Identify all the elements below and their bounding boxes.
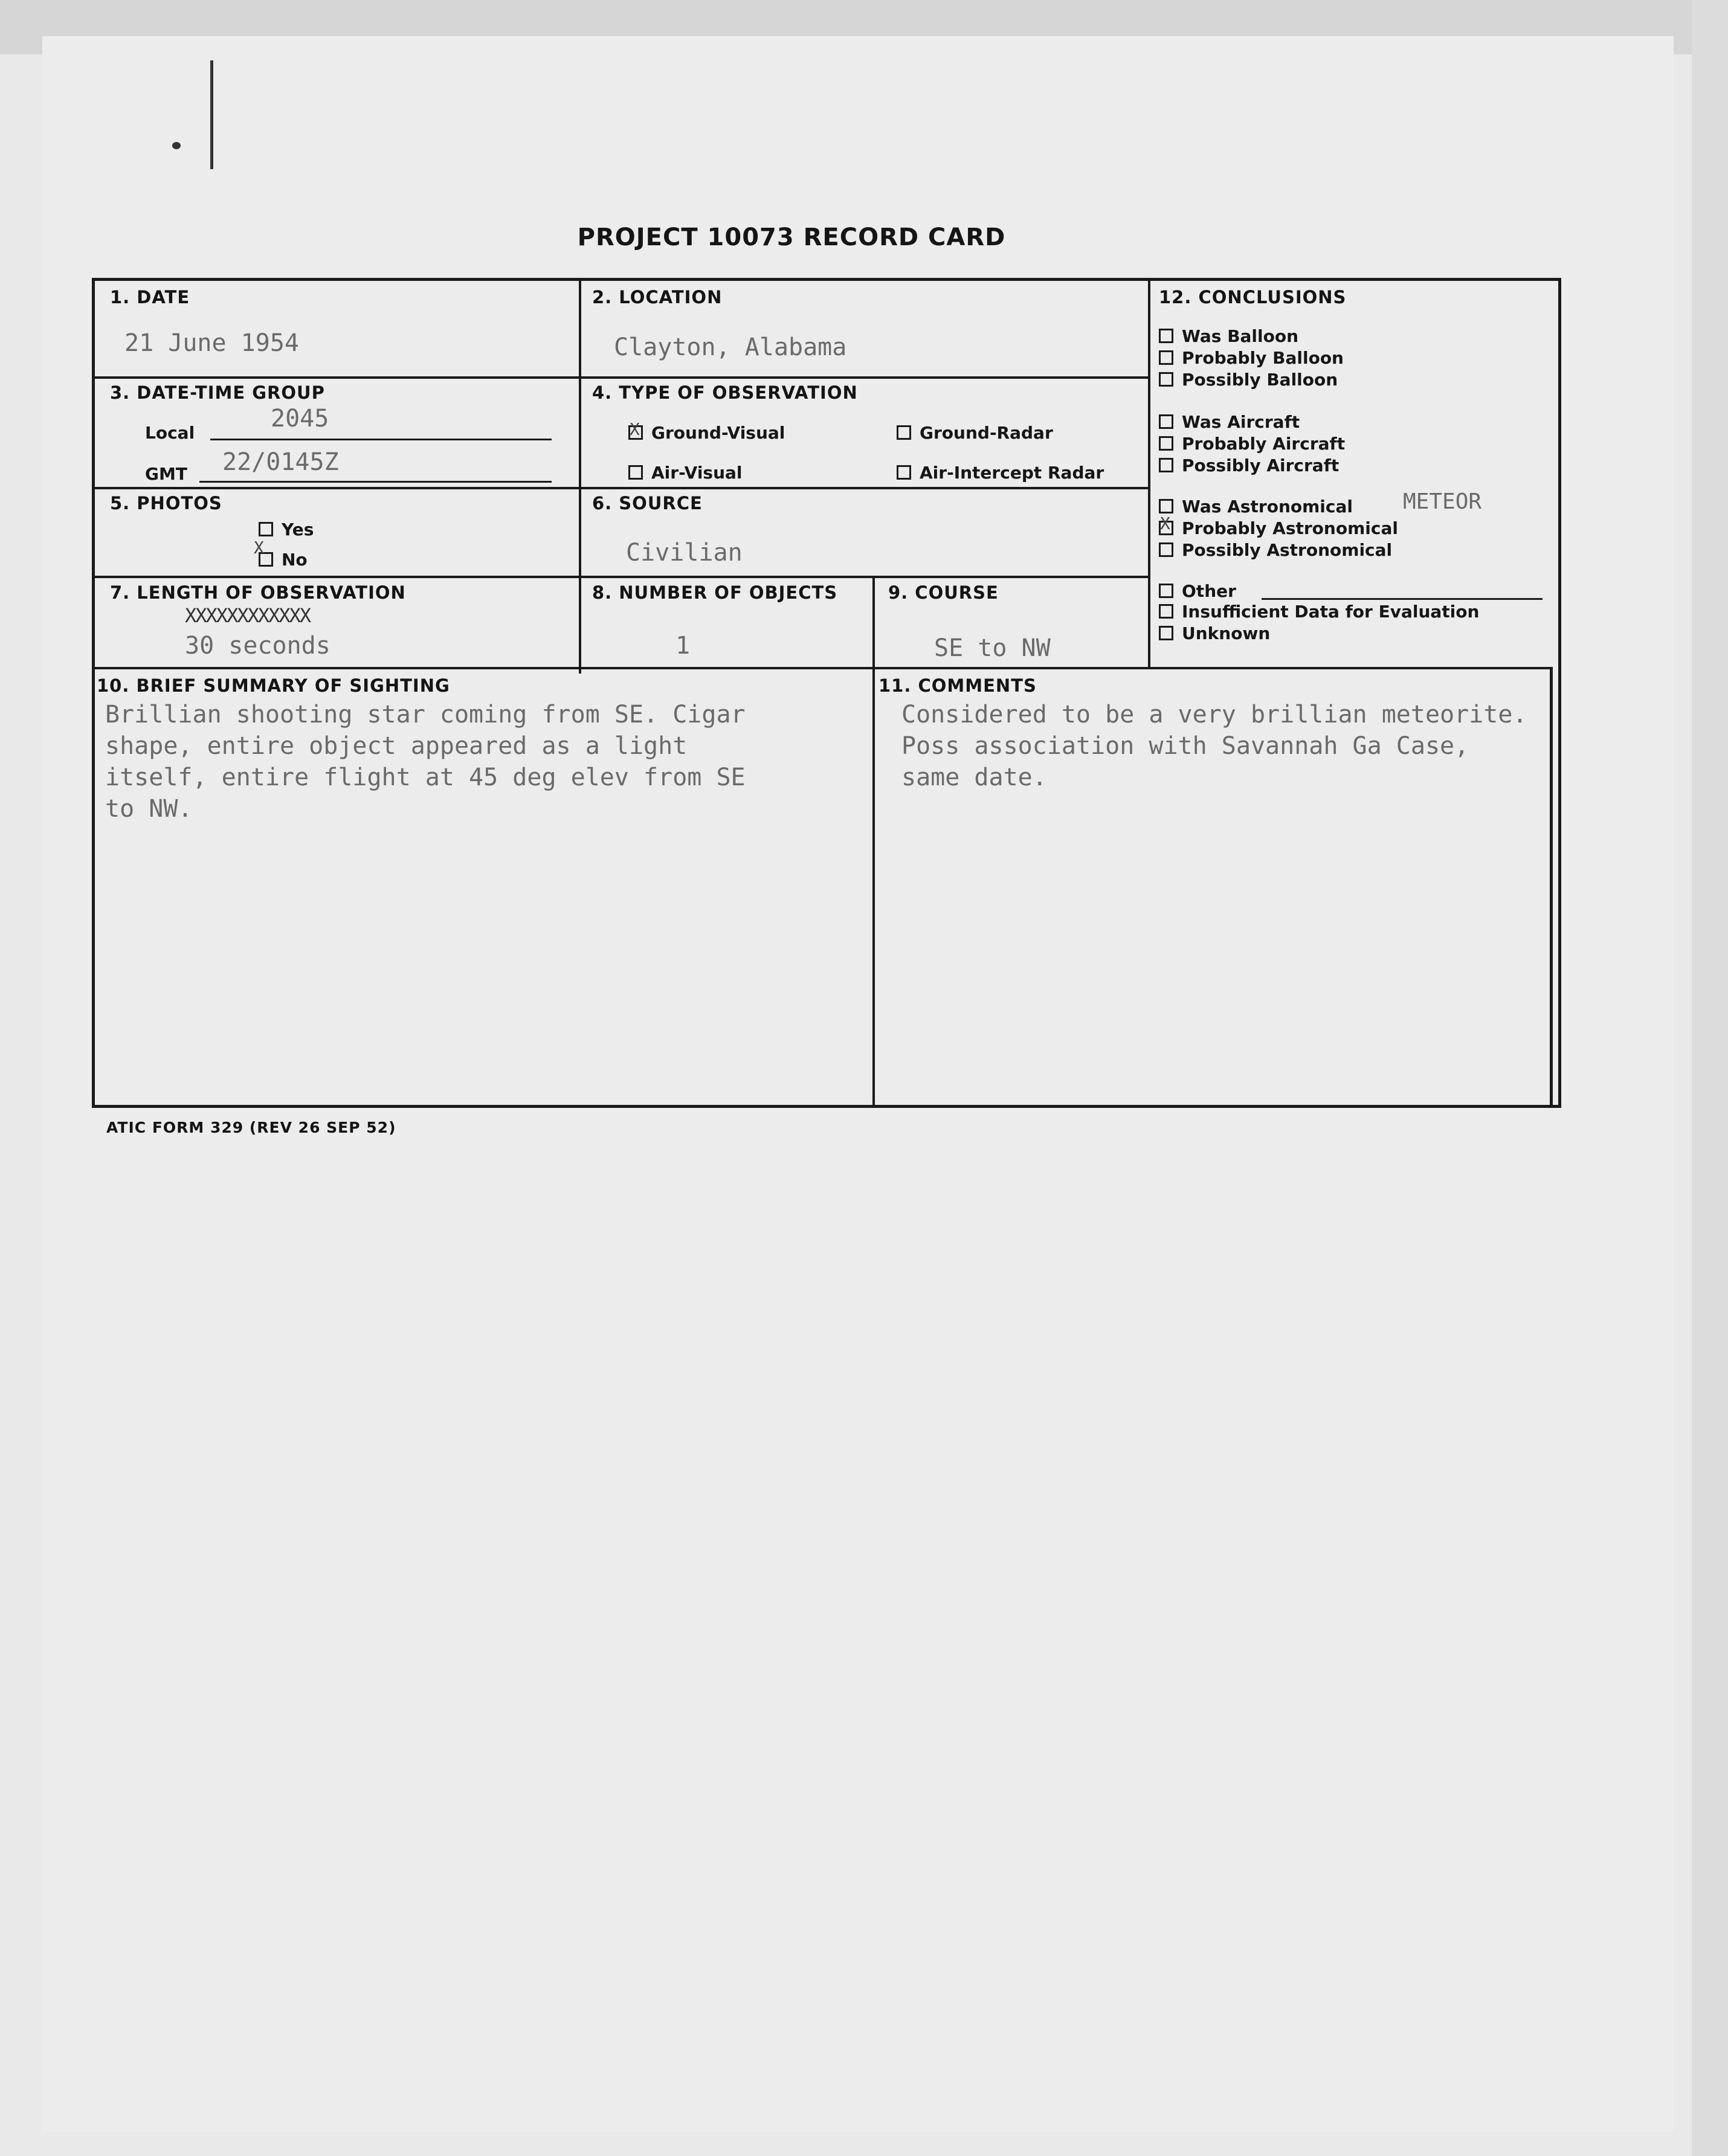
dtg-label: 3. DATE-TIME GROUP	[110, 382, 325, 403]
comments-line: Poss association with Savannah Ga Case,	[901, 732, 1469, 760]
date-label: 1. DATE	[110, 287, 190, 307]
checkbox[interactable]	[1159, 604, 1173, 619]
photos-label: 5. PHOTOS	[110, 493, 222, 513]
course-value: SE to NW	[934, 634, 1051, 662]
observation-type-label: 4. TYPE OF OBSERVATION	[592, 382, 858, 403]
photos-no-option[interactable]: No	[259, 550, 308, 570]
checkbox[interactable]	[1159, 499, 1173, 513]
air-visual-checkbox[interactable]	[628, 465, 643, 480]
source-label: 6. SOURCE	[592, 493, 703, 513]
conclusion-was-astronomical[interactable]: Was Astronomical	[1159, 497, 1353, 516]
checkbox[interactable]	[1159, 584, 1173, 598]
ground-visual-check-mark: X	[630, 419, 640, 439]
conclusion-probably-astronomical[interactable]: Probably Astronomical	[1159, 518, 1398, 538]
ground-radar-option[interactable]: Ground-Radar	[897, 423, 1053, 443]
divider	[94, 487, 1149, 489]
summary-line: itself, entire flight at 45 deg elev from SE	[105, 764, 746, 791]
summary-line: Brillian shooting star coming from SE. Cigar	[105, 701, 746, 729]
local-underline	[210, 439, 552, 440]
checkbox[interactable]	[1159, 414, 1173, 429]
photos-yes-checkbox[interactable]	[259, 522, 273, 536]
ground-visual-option[interactable]: Ground-Visual	[628, 423, 785, 443]
length-value: 30 seconds	[185, 632, 330, 660]
divider	[94, 576, 1149, 578]
location-value: Clayton, Alabama	[614, 333, 847, 361]
objects-value: 1	[675, 632, 691, 660]
checkbox[interactable]	[1159, 329, 1173, 343]
length-struck-text: XXXXXXXXXXXX	[185, 604, 311, 627]
summary-line: shape, entire object appeared as a light	[105, 732, 688, 760]
air-intercept-option[interactable]: Air-Intercept Radar	[897, 463, 1104, 483]
local-label: Local	[145, 423, 195, 443]
divider	[94, 376, 1149, 379]
location-label: 2. LOCATION	[592, 287, 723, 307]
objects-label: 8. NUMBER OF OBJECTS	[592, 582, 838, 603]
divider	[579, 281, 581, 674]
gmt-underline	[199, 481, 552, 483]
probably-astronomical-check-mark: X	[1160, 513, 1170, 533]
checkbox[interactable]	[1159, 350, 1173, 365]
comments-label: 11. COMMENTS	[879, 675, 1037, 696]
air-visual-option[interactable]: Air-Visual	[628, 463, 743, 483]
scan-scratch	[210, 60, 213, 169]
checkbox[interactable]	[1159, 436, 1173, 451]
other-underline	[1262, 598, 1543, 600]
comments-line: same date.	[901, 764, 1047, 791]
divider	[1550, 667, 1553, 1106]
photos-yes-option[interactable]: Yes	[259, 520, 314, 539]
comments-line: Considered to be a very brillian meteorite.	[901, 701, 1527, 729]
summary-label: 10. BRIEF SUMMARY OF SIGHTING	[97, 675, 450, 696]
divider	[872, 577, 875, 1105]
astronomical-note: METEOR	[1403, 489, 1482, 514]
conclusion-possibly-astronomical[interactable]: Possibly Astronomical	[1159, 540, 1392, 560]
conclusion-unknown[interactable]: Unknown	[1159, 623, 1270, 643]
divider	[1148, 281, 1150, 669]
course-label: 9. COURSE	[888, 582, 999, 603]
checkbox[interactable]	[1159, 458, 1173, 472]
source-value: Civilian	[626, 539, 743, 567]
scan-speck	[172, 142, 181, 149]
ground-radar-checkbox[interactable]	[897, 425, 911, 440]
summary-line: to NW.	[105, 795, 193, 823]
conclusion-other[interactable]: Other	[1159, 581, 1236, 601]
conclusion-probably-aircraft[interactable]: Probably Aircraft	[1159, 434, 1345, 454]
photos-no-check-mark: X	[254, 538, 264, 558]
conclusions-label: 12. CONCLUSIONS	[1159, 287, 1347, 307]
card-title: PROJECT 10073 RECORD CARD	[577, 224, 1006, 251]
local-value: 2045	[271, 405, 329, 433]
conclusion-was-aircraft[interactable]: Was Aircraft	[1159, 412, 1300, 432]
length-label: 7. LENGTH OF OBSERVATION	[110, 582, 406, 603]
checkbox[interactable]	[1159, 626, 1173, 640]
form-number: ATIC FORM 329 (REV 26 SEP 52)	[106, 1119, 396, 1136]
conclusion-possibly-balloon[interactable]: Possibly Balloon	[1159, 370, 1338, 390]
conclusion-insufficient-data[interactable]: Insufficient Data for Evaluation	[1159, 602, 1479, 622]
conclusion-was-balloon[interactable]: Was Balloon	[1159, 326, 1298, 346]
gmt-value: 22/0145Z	[222, 448, 339, 476]
gmt-label: GMT	[145, 464, 187, 484]
checkbox[interactable]	[1159, 542, 1173, 557]
divider	[94, 667, 1552, 669]
conclusion-probably-balloon[interactable]: Probably Balloon	[1159, 348, 1344, 368]
date-value: 21 June 1954	[124, 329, 299, 357]
checkbox[interactable]	[1159, 372, 1173, 387]
air-intercept-checkbox[interactable]	[897, 465, 911, 480]
conclusion-possibly-aircraft[interactable]: Possibly Aircraft	[1159, 455, 1339, 475]
scan-border-right	[1692, 0, 1728, 2156]
